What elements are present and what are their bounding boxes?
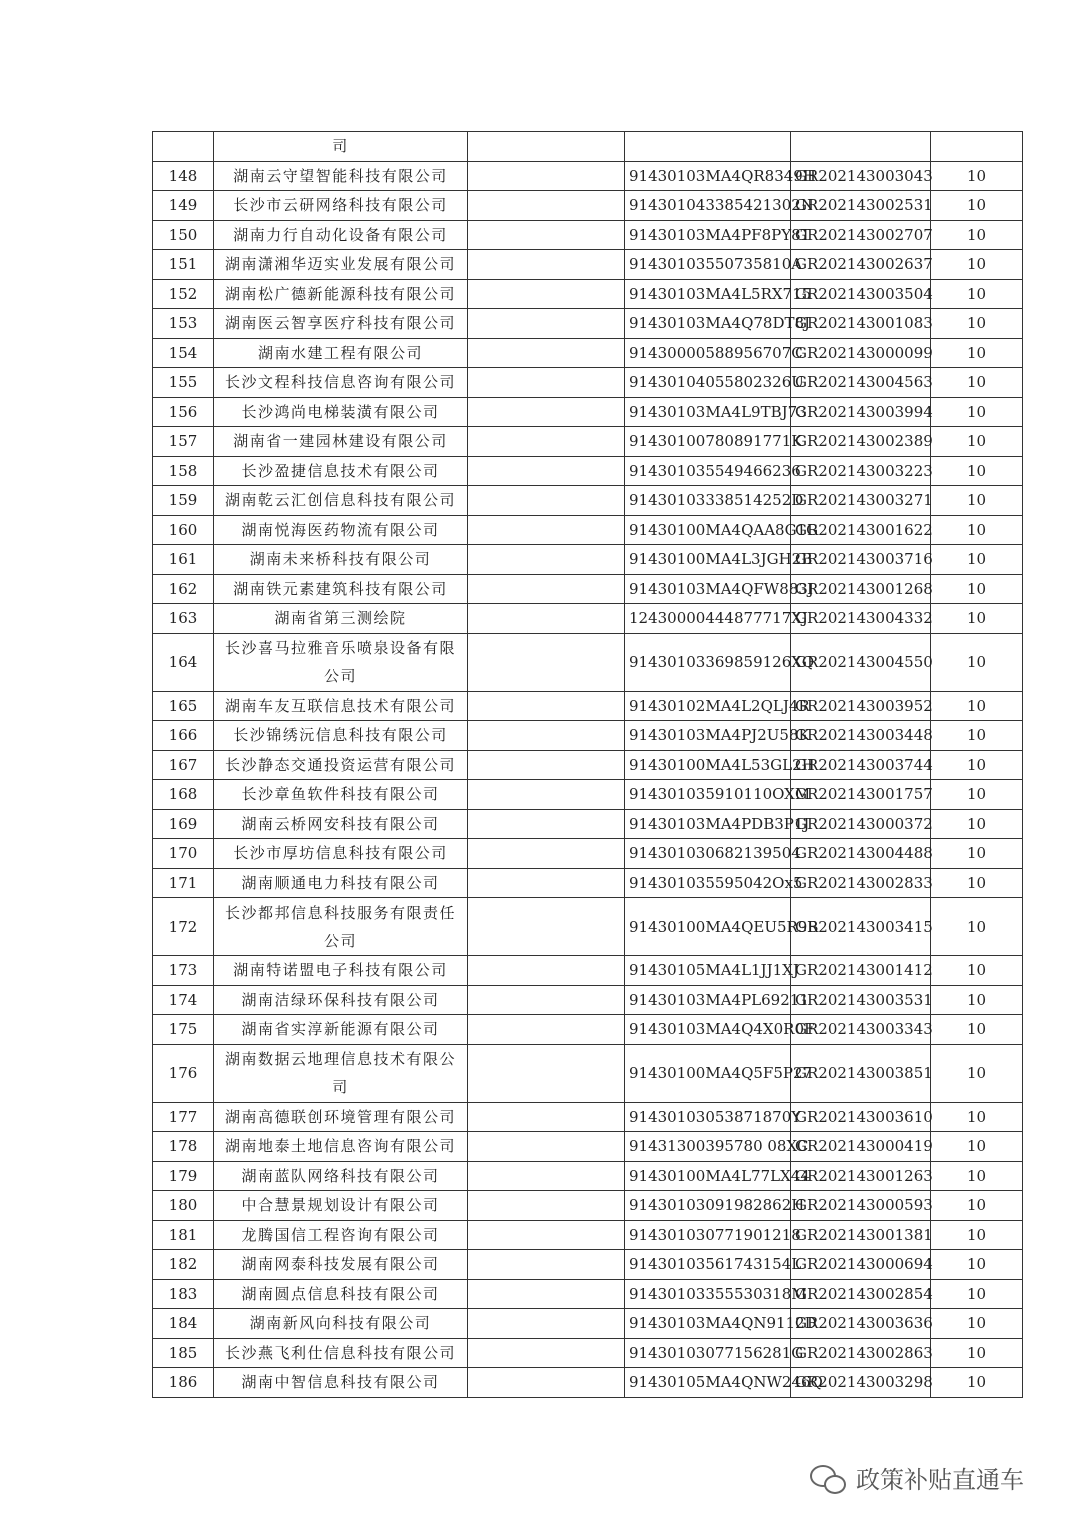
cell-cert-no: GR202143003952 bbox=[791, 691, 931, 721]
cell-company-name: 湖南云守望智能科技有限公司 bbox=[214, 161, 468, 191]
cell-credit-code: 914301035595042Ox5 bbox=[625, 868, 791, 898]
cell-company-name: 湖南云桥网安科技有限公司 bbox=[214, 809, 468, 839]
cell-cert-no: GR202143004488 bbox=[791, 839, 931, 869]
cell-score: 10 bbox=[931, 868, 1023, 898]
cell-cert-no: GR202143003343 bbox=[791, 1015, 931, 1045]
cell-no: 156 bbox=[153, 397, 214, 427]
cell-cert-no: GR202143003271 bbox=[791, 486, 931, 516]
cell-credit-code: 91430103MA4L9TBJ73 bbox=[625, 397, 791, 427]
cell-score: 10 bbox=[931, 309, 1023, 339]
cell-score: 10 bbox=[931, 397, 1023, 427]
cell-company-name: 湖南高德联创环境管理有限公司 bbox=[214, 1102, 468, 1132]
cell-blank bbox=[468, 750, 625, 780]
cell-credit-code: 91430104055802326U bbox=[625, 368, 791, 398]
table-row bbox=[153, 1132, 1023, 1162]
cell-company-name: 湖南力行自动化设备有限公司 bbox=[214, 220, 468, 250]
cell-cert-no: GR202143002833 bbox=[791, 868, 931, 898]
cell-blank bbox=[468, 1309, 625, 1339]
cell-score: 10 bbox=[931, 220, 1023, 250]
cell-blank bbox=[468, 1191, 625, 1221]
cell-no: 178 bbox=[153, 1132, 214, 1162]
cell-cert-no: GR202143004550 bbox=[791, 633, 931, 691]
cell-company-name: 湖南网泰科技发展有限公司 bbox=[214, 1250, 468, 1280]
cell-blank bbox=[468, 368, 625, 398]
cell-blank bbox=[468, 956, 625, 986]
cell-cert-no: GR202143003531 bbox=[791, 985, 931, 1015]
cell-blank bbox=[468, 1132, 625, 1162]
cell-cert-no: GR202143000372 bbox=[791, 809, 931, 839]
cell-score: 10 bbox=[931, 1015, 1023, 1045]
cell-score: 10 bbox=[931, 985, 1023, 1015]
cell-company-name: 湖南未来桥科技有限公司 bbox=[214, 545, 468, 575]
cell-cert-no: GR202143001757 bbox=[791, 780, 931, 810]
cell-company-name: 湖南省实淳新能源有限公司 bbox=[214, 1015, 468, 1045]
table-row bbox=[153, 839, 1023, 869]
cell-cert-no: GR202143003716 bbox=[791, 545, 931, 575]
table-row bbox=[153, 750, 1023, 780]
cell-no: 182 bbox=[153, 1250, 214, 1280]
cell-score: 10 bbox=[931, 574, 1023, 604]
cell-score: 10 bbox=[931, 427, 1023, 457]
table-row bbox=[153, 1279, 1023, 1309]
cell-score: 10 bbox=[931, 515, 1023, 545]
cell-company-name: 湖南新风向科技有限公司 bbox=[214, 1309, 468, 1339]
cell-company-name: 湖南车友互联信息技术有限公司 bbox=[214, 691, 468, 721]
cell-company-name: 湖南水建工程有限公司 bbox=[214, 338, 468, 368]
cell-no: 186 bbox=[153, 1368, 214, 1398]
cell-credit-code: 91430103MA4PDB3P1J bbox=[625, 809, 791, 839]
cell-blank bbox=[468, 574, 625, 604]
cell-score: 10 bbox=[931, 1191, 1023, 1221]
cell-company-name: 长沙市厚坊信息科技有限公司 bbox=[214, 839, 468, 869]
cell-company-name: 湖南蓝队网络科技有限公司 bbox=[214, 1161, 468, 1191]
cell-credit-code: 91430100MA4QEU5R9B bbox=[625, 898, 791, 956]
cell-no: 184 bbox=[153, 1309, 214, 1339]
cell-blank bbox=[468, 486, 625, 516]
cell-blank bbox=[468, 220, 625, 250]
table-row bbox=[153, 1191, 1023, 1221]
cell-no: 185 bbox=[153, 1338, 214, 1368]
cell-no: 173 bbox=[153, 956, 214, 986]
cell-credit-code: 91430103077156281G bbox=[625, 1338, 791, 1368]
company-list-table bbox=[152, 131, 1023, 1398]
cell-blank bbox=[468, 898, 625, 956]
cell-cert-no: GR202143001622 bbox=[791, 515, 931, 545]
cell-cert-no: GR202143003636 bbox=[791, 1309, 931, 1339]
cell-cert-no: GR202143002637 bbox=[791, 250, 931, 280]
table-row bbox=[153, 161, 1023, 191]
cell-credit-code: 91430103MA4PF8PY8T bbox=[625, 220, 791, 250]
cell-credit-code: 91430103MA4L5RX715 bbox=[625, 279, 791, 309]
cell-no: 151 bbox=[153, 250, 214, 280]
cell-credit-code: 91430100MA4QAA8G1G bbox=[625, 515, 791, 545]
cell-score: 10 bbox=[931, 486, 1023, 516]
cell-score: 10 bbox=[931, 839, 1023, 869]
cell-no: 174 bbox=[153, 985, 214, 1015]
cell-score: 10 bbox=[931, 721, 1023, 751]
cell-blank bbox=[468, 279, 625, 309]
cell-score: 10 bbox=[931, 1250, 1023, 1280]
cell-cert-no: GR202143003610 bbox=[791, 1102, 931, 1132]
table-row bbox=[153, 985, 1023, 1015]
cell-score: 10 bbox=[931, 780, 1023, 810]
cell-blank bbox=[468, 691, 625, 721]
table-row bbox=[153, 633, 1023, 691]
cell-credit-code: 91430103561743154L bbox=[625, 1250, 791, 1280]
cell-blank bbox=[468, 1102, 625, 1132]
cell-cert-no: GR202143003994 bbox=[791, 397, 931, 427]
table-row bbox=[153, 368, 1023, 398]
cell-cert-no: GR202143003504 bbox=[791, 279, 931, 309]
cell-credit-code: 91430102MA4L2QLJ4R bbox=[625, 691, 791, 721]
table-row bbox=[153, 309, 1023, 339]
cell-company-name: 湖南地泰土地信息咨询有限公司 bbox=[214, 1132, 468, 1162]
cell-cert-no: GR202143001268 bbox=[791, 574, 931, 604]
cell-credit-code: 91430103MA4Q4X0R0F bbox=[625, 1015, 791, 1045]
cell-score: 10 bbox=[931, 456, 1023, 486]
table-row bbox=[153, 220, 1023, 250]
cell-score: 10 bbox=[931, 250, 1023, 280]
cell-credit-code: 914301035549466236 bbox=[625, 456, 791, 486]
cell-blank bbox=[468, 868, 625, 898]
cell-score: 10 bbox=[931, 161, 1023, 191]
table-row bbox=[153, 1015, 1023, 1045]
cell-score: 10 bbox=[931, 633, 1023, 691]
table-row-continuation bbox=[153, 132, 1023, 162]
cell-no: 168 bbox=[153, 780, 214, 810]
cell-blank bbox=[468, 309, 625, 339]
table-row bbox=[153, 397, 1023, 427]
table-row bbox=[153, 1338, 1023, 1368]
cell-no: 171 bbox=[153, 868, 214, 898]
cell-blank bbox=[468, 1368, 625, 1398]
cell-blank bbox=[468, 515, 625, 545]
cell-score: 10 bbox=[931, 1309, 1023, 1339]
cell-credit-code: 914301035910110OXM bbox=[625, 780, 791, 810]
cell-no: 166 bbox=[153, 721, 214, 751]
cell-company-name: 长沙都邦信息科技服务有限责任公司 bbox=[214, 898, 468, 956]
cell-cert-no: GR202143003415 bbox=[791, 898, 931, 956]
cell-no: 167 bbox=[153, 750, 214, 780]
cell-credit-code: 91430105MA4QNW246Q bbox=[625, 1368, 791, 1398]
cell-cert-no: GR202143003744 bbox=[791, 750, 931, 780]
table-row bbox=[153, 898, 1023, 956]
cell-blank bbox=[468, 161, 625, 191]
cell-blank bbox=[468, 456, 625, 486]
table-row bbox=[153, 691, 1023, 721]
cell-company-name: 湖南顺通电力科技有限公司 bbox=[214, 868, 468, 898]
table-row bbox=[153, 721, 1023, 751]
cell-credit-code: 91430100MA4L53GL2H bbox=[625, 750, 791, 780]
cell-score: 10 bbox=[931, 1044, 1023, 1102]
cell-cert-no: GR202143002389 bbox=[791, 427, 931, 457]
cell-score bbox=[931, 132, 1023, 162]
cell-score: 10 bbox=[931, 279, 1023, 309]
cell-company-name: 长沙文程科技信息咨询有限公司 bbox=[214, 368, 468, 398]
cell-blank bbox=[468, 604, 625, 634]
cell-credit-code: 91430103338514252D bbox=[625, 486, 791, 516]
cell-credit-code: 91430103MA4PJ2U58K bbox=[625, 721, 791, 751]
cell-no: 158 bbox=[153, 456, 214, 486]
cell-no: 150 bbox=[153, 220, 214, 250]
cell-blank bbox=[468, 1044, 625, 1102]
cell-no: 181 bbox=[153, 1220, 214, 1250]
table-row bbox=[153, 515, 1023, 545]
cell-company-name: 长沙市云研网络科技有限公司 bbox=[214, 191, 468, 221]
cell-blank bbox=[468, 338, 625, 368]
cell-no: 149 bbox=[153, 191, 214, 221]
cell-no: 153 bbox=[153, 309, 214, 339]
cell-score: 10 bbox=[931, 604, 1023, 634]
cell-blank bbox=[468, 1015, 625, 1045]
cell-company-name: 湖南圆点信息科技有限公司 bbox=[214, 1279, 468, 1309]
cell-score: 10 bbox=[931, 1220, 1023, 1250]
table-row bbox=[153, 338, 1023, 368]
cell-score: 10 bbox=[931, 691, 1023, 721]
cell-credit-code: 91430103MA4QN9112D bbox=[625, 1309, 791, 1339]
cell-score: 10 bbox=[931, 545, 1023, 575]
table-row bbox=[153, 574, 1023, 604]
cell-blank bbox=[468, 721, 625, 751]
table-row bbox=[153, 1368, 1023, 1398]
cell-no: 160 bbox=[153, 515, 214, 545]
table-row bbox=[153, 1250, 1023, 1280]
cell-company-name: 长沙燕飞利仕信息科技有限公司 bbox=[214, 1338, 468, 1368]
cell-cert-no: GR202143001263 bbox=[791, 1161, 931, 1191]
cell-score: 10 bbox=[931, 1132, 1023, 1162]
cell-company-name: 长沙喜马拉雅音乐喷泉设备有限公司 bbox=[214, 633, 468, 691]
cell-credit-code: 91430105MA4L1JJ1XJ bbox=[625, 956, 791, 986]
cell-cert-no: GR202143000694 bbox=[791, 1250, 931, 1280]
wechat-watermark bbox=[808, 1460, 1024, 1495]
table-row bbox=[153, 956, 1023, 986]
cell-company-name: 湖南医云智享医疗科技有限公司 bbox=[214, 309, 468, 339]
cell-no: 165 bbox=[153, 691, 214, 721]
cell-credit-code: 91430100MA4L3JGH2B bbox=[625, 545, 791, 575]
cell-score: 10 bbox=[931, 368, 1023, 398]
cell-cert-no: GR202143002854 bbox=[791, 1279, 931, 1309]
cell-cert-no: GR202143000419 bbox=[791, 1132, 931, 1162]
cell-no: 154 bbox=[153, 338, 214, 368]
cell-cert-no: GR202143003448 bbox=[791, 721, 931, 751]
cell-company-name: 龙腾国信工程咨询有限公司 bbox=[214, 1220, 468, 1250]
table-row bbox=[153, 486, 1023, 516]
cell-score: 10 bbox=[931, 956, 1023, 986]
cell-no: 155 bbox=[153, 368, 214, 398]
cell-score: 10 bbox=[931, 1161, 1023, 1191]
table-row bbox=[153, 1220, 1023, 1250]
cell-blank bbox=[468, 1161, 625, 1191]
cell-cert-no: GR202143003223 bbox=[791, 456, 931, 486]
cell-no: 164 bbox=[153, 633, 214, 691]
cell-blank bbox=[468, 545, 625, 575]
table-row bbox=[153, 868, 1023, 898]
cell-credit-code: 91430103MA4PL69211 bbox=[625, 985, 791, 1015]
table-row bbox=[153, 1044, 1023, 1102]
cell-blank bbox=[468, 397, 625, 427]
table-row bbox=[153, 1102, 1023, 1132]
cell-company-name: 湖南中智信息科技有限公司 bbox=[214, 1368, 468, 1398]
cell-company-name: 长沙盈捷信息技术有限公司 bbox=[214, 456, 468, 486]
cell-company-name: 湖南悦海医药物流有限公司 bbox=[214, 515, 468, 545]
cell-score: 10 bbox=[931, 809, 1023, 839]
cell-credit-code: 12430000444877717XJ bbox=[625, 604, 791, 634]
cell-company-name: 中合慧景规划设计有限公司 bbox=[214, 1191, 468, 1221]
cell-no: 183 bbox=[153, 1279, 214, 1309]
cell-score: 10 bbox=[931, 1102, 1023, 1132]
cell-score: 10 bbox=[931, 1338, 1023, 1368]
cell-score: 10 bbox=[931, 1368, 1023, 1398]
cell-cert-no: GR202143002863 bbox=[791, 1338, 931, 1368]
cell-cert-no: GR202143003298 bbox=[791, 1368, 931, 1398]
cell-no: 172 bbox=[153, 898, 214, 956]
cell-cert-no: GR202143000593 bbox=[791, 1191, 931, 1221]
cell-cert-no: GR202143004563 bbox=[791, 368, 931, 398]
cell-blank bbox=[468, 427, 625, 457]
cell-company-name: 湖南乾云汇创信息科技有限公司 bbox=[214, 486, 468, 516]
cell-credit-code: 91430103091982862H bbox=[625, 1191, 791, 1221]
cell-no: 169 bbox=[153, 809, 214, 839]
cell-company-name: 湖南省一建园林建设有限公司 bbox=[214, 427, 468, 457]
cell-credit-code: 91431300395780 08XC bbox=[625, 1132, 791, 1162]
cell-credit-code: 91430100780891771K bbox=[625, 427, 791, 457]
cell-blank bbox=[468, 809, 625, 839]
cell-credit-code: 91430103MA4QR8349H bbox=[625, 161, 791, 191]
cell-company-name: 湖南省第三测绘院 bbox=[214, 604, 468, 634]
cell-blank bbox=[468, 250, 625, 280]
table-row bbox=[153, 545, 1023, 575]
cell-company-name: 湖南数据云地理信息技术有限公司 bbox=[214, 1044, 468, 1102]
cell-no: 175 bbox=[153, 1015, 214, 1045]
cell-credit-code: 91430103MA4Q78DT8J bbox=[625, 309, 791, 339]
cell-blank bbox=[468, 985, 625, 1015]
cell-no: 159 bbox=[153, 486, 214, 516]
table-row bbox=[153, 809, 1023, 839]
cell-score: 10 bbox=[931, 338, 1023, 368]
cell-cert-no: GR202143004332 bbox=[791, 604, 931, 634]
cell-credit-code: 91430100MA4L77LX44 bbox=[625, 1161, 791, 1191]
table-row bbox=[153, 1161, 1023, 1191]
cell-no: 161 bbox=[153, 545, 214, 575]
cell-company-name: 长沙静态交通投资运营有限公司 bbox=[214, 750, 468, 780]
cell-company-name: 湖南铁元素建筑科技有限公司 bbox=[214, 574, 468, 604]
cell-score: 10 bbox=[931, 898, 1023, 956]
table-row bbox=[153, 604, 1023, 634]
cell-cert-no: GR202143002707 bbox=[791, 220, 931, 250]
watermark-text: 政策补贴直通车 bbox=[856, 1466, 1024, 1494]
cell-no: 170 bbox=[153, 839, 214, 869]
cell-credit-code: 914301043385421302N bbox=[625, 191, 791, 221]
cell-cert-no bbox=[791, 132, 931, 162]
cell-company-name: 湖南潇湘华迈实业发展有限公司 bbox=[214, 250, 468, 280]
cell-credit-code: 91430103053871870Y bbox=[625, 1102, 791, 1132]
table-row bbox=[153, 250, 1023, 280]
cell-score: 10 bbox=[931, 750, 1023, 780]
cell-credit-code: 914301030771901218 bbox=[625, 1220, 791, 1250]
cell-no: 152 bbox=[153, 279, 214, 309]
wechat-icon bbox=[808, 1461, 848, 1495]
cell-blank bbox=[468, 1338, 625, 1368]
cell-no: 157 bbox=[153, 427, 214, 457]
cell-credit-code: 91430103550735810A bbox=[625, 250, 791, 280]
cell-blank bbox=[468, 780, 625, 810]
cell-no: 163 bbox=[153, 604, 214, 634]
cell-company-name: 司 bbox=[214, 132, 468, 162]
cell-company-name: 湖南松广德新能源科技有限公司 bbox=[214, 279, 468, 309]
cell-no: 176 bbox=[153, 1044, 214, 1102]
cell-company-name: 长沙锦绣沅信息科技有限公司 bbox=[214, 721, 468, 751]
table-row bbox=[153, 1309, 1023, 1339]
cell-credit-code: 91430103355530318M bbox=[625, 1279, 791, 1309]
cell-cert-no: GR202143002531 bbox=[791, 191, 931, 221]
table-row bbox=[153, 191, 1023, 221]
cell-score: 10 bbox=[931, 1279, 1023, 1309]
cell-no: 148 bbox=[153, 161, 214, 191]
table-row bbox=[153, 427, 1023, 457]
cell-no: 179 bbox=[153, 1161, 214, 1191]
cell-cert-no: GR202143003043 bbox=[791, 161, 931, 191]
cell-blank bbox=[468, 191, 625, 221]
cell-company-name: 湖南特诺盟电子科技有限公司 bbox=[214, 956, 468, 986]
cell-score: 10 bbox=[931, 191, 1023, 221]
cell-cert-no: GR202143003851 bbox=[791, 1044, 931, 1102]
cell-cert-no: GR202143001412 bbox=[791, 956, 931, 986]
cell-credit-code: 91430103MA4QFW883J bbox=[625, 574, 791, 604]
table-row bbox=[153, 279, 1023, 309]
cell-blank bbox=[468, 1279, 625, 1309]
cell-company-name: 湖南洁绿环保科技有限公司 bbox=[214, 985, 468, 1015]
cell-blank bbox=[468, 1250, 625, 1280]
cell-cert-no: GR202143001083 bbox=[791, 309, 931, 339]
cell-no bbox=[153, 132, 214, 162]
cell-company-name: 长沙鸿尚电梯装潢有限公司 bbox=[214, 397, 468, 427]
cell-blank bbox=[468, 1220, 625, 1250]
cell-cert-no: GR202143000099 bbox=[791, 338, 931, 368]
cell-company-name: 长沙章鱼软件科技有限公司 bbox=[214, 780, 468, 810]
cell-credit-code: 91430100MA4Q5F5P27 bbox=[625, 1044, 791, 1102]
cell-no: 162 bbox=[153, 574, 214, 604]
table-row bbox=[153, 780, 1023, 810]
cell-cert-no: GR202143001381 bbox=[791, 1220, 931, 1250]
table-row bbox=[153, 456, 1023, 486]
cell-credit-code: 91430000588956707C bbox=[625, 338, 791, 368]
cell-blank bbox=[468, 839, 625, 869]
cell-no: 180 bbox=[153, 1191, 214, 1221]
cell-credit-code bbox=[625, 132, 791, 162]
cell-blank bbox=[468, 633, 625, 691]
cell-credit-code: 91430103369859126XQ bbox=[625, 633, 791, 691]
cell-blank bbox=[468, 132, 625, 162]
cell-no: 177 bbox=[153, 1102, 214, 1132]
cell-credit-code: 914301030682139504 bbox=[625, 839, 791, 869]
